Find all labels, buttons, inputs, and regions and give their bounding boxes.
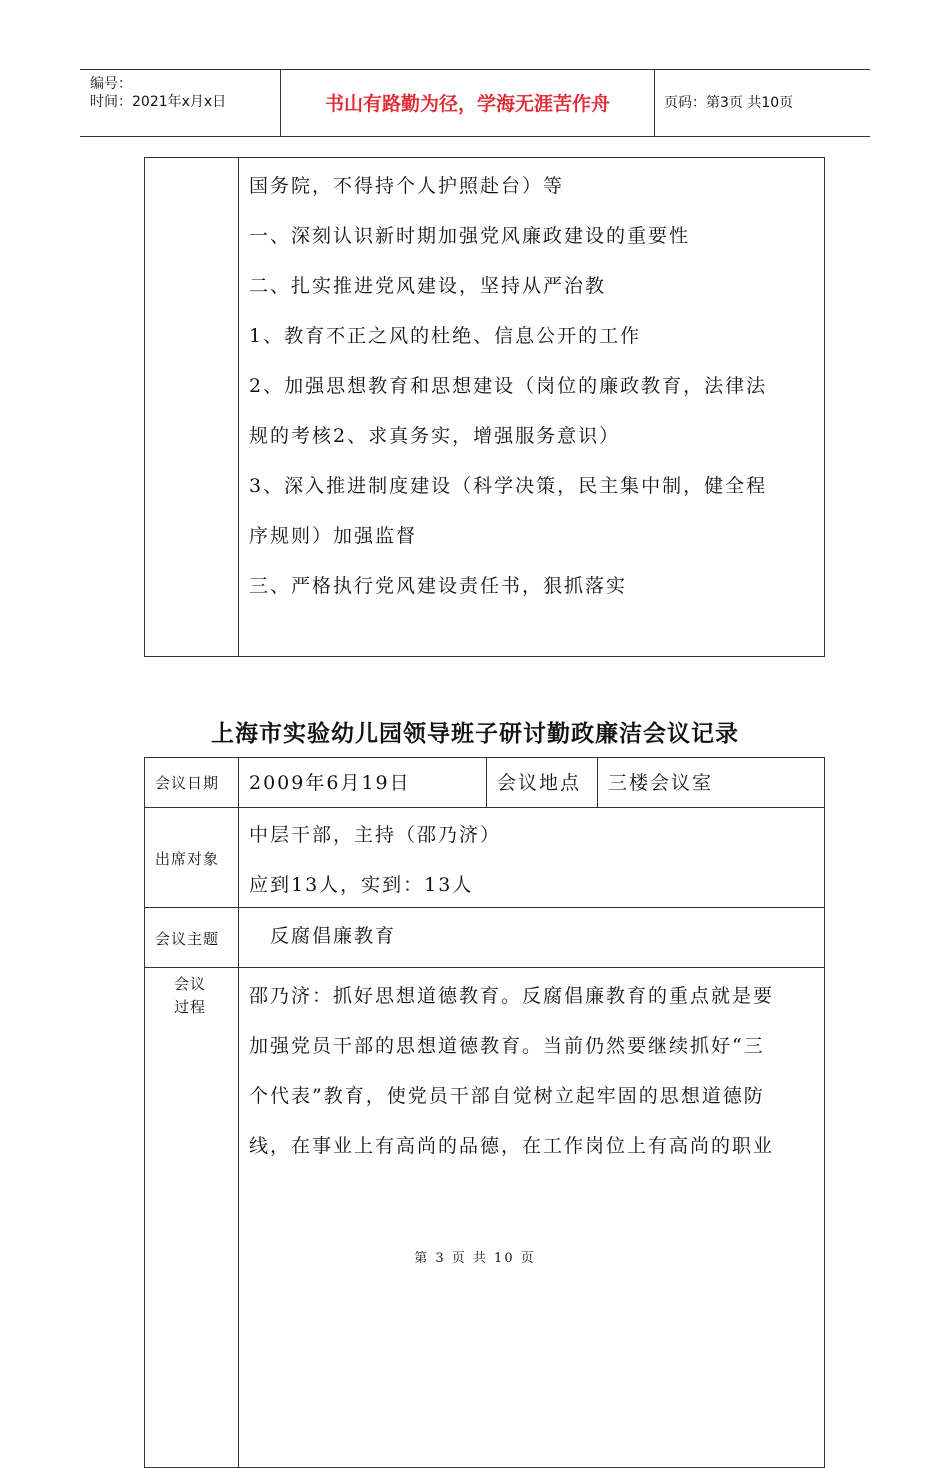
continuation-line: 序规则）加强监督 bbox=[249, 525, 418, 547]
attendees-line: 应到13人，实到：13人 bbox=[249, 874, 474, 896]
continuation-line: 规的考核2、求真务实，增强服务意识） bbox=[249, 425, 621, 447]
attendees-label: 出席对象 bbox=[155, 850, 220, 868]
process-line: 个代表”教育，使党员干部自觉树立起牢固的思想道德防 bbox=[249, 1085, 765, 1107]
header-motto-cell bbox=[280, 70, 655, 136]
record-place-value-divider bbox=[597, 757, 598, 807]
header-motto: 书山有路勤为径，学海无涯苦作舟 bbox=[324, 93, 610, 115]
meeting-process-label: 会议 bbox=[174, 975, 207, 993]
process-line: 加强党员干部的思想道德教育。当前仍然要继续抓好“三 bbox=[249, 1035, 765, 1057]
meeting-process-label: 过程 bbox=[174, 998, 207, 1016]
continuation-line: 一、深刻认识新时期加强党风廉政建设的重要性 bbox=[249, 225, 691, 247]
record-row-divider bbox=[144, 807, 825, 808]
continuation-line: 2、加强思想教育和思想建设（岗位的廉政教育，法律法 bbox=[249, 375, 768, 397]
continuation-line: 二、扎实推进党风建设，坚持从严治教 bbox=[249, 275, 607, 297]
attendees-line: 中层干部，主持（邵乃济） bbox=[249, 824, 502, 846]
meeting-date-label: 会议日期 bbox=[155, 774, 220, 792]
process-line: 线，在事业上有高尚的品德，在工作岗位上有高尚的职业 bbox=[249, 1135, 775, 1157]
meeting-record-table bbox=[144, 757, 825, 1468]
continuation-line: 1、教育不正之风的杜绝、信息公开的工作 bbox=[249, 325, 642, 347]
meeting-place-value: 三楼会议室 bbox=[608, 772, 714, 794]
continuation-line: 三、严格执行党风建设责任书，狠抓落实 bbox=[249, 575, 628, 597]
header-meta-cell bbox=[80, 70, 280, 136]
meeting-place-label: 会议地点 bbox=[497, 772, 582, 794]
meeting-topic-label: 会议主题 bbox=[155, 930, 220, 948]
continuation-table-divider bbox=[238, 157, 239, 657]
header-page-info: 页码：第3页 共10页 bbox=[664, 95, 794, 111]
record-row-divider bbox=[144, 907, 825, 908]
process-line: 邵乃济：抓好思想道德教育。反腐倡廉教育的重点就是要 bbox=[249, 985, 775, 1007]
record-date-place-divider bbox=[486, 757, 487, 807]
page-header bbox=[80, 69, 870, 137]
page-footer: 第 3 页 共 10 页 bbox=[414, 1251, 536, 1266]
meeting-topic-value: 反腐倡廉教育 bbox=[270, 925, 397, 947]
document-time-label: 时间：2021年x月x日 bbox=[90, 94, 227, 110]
continuation-line: 3、深入推进制度建设（科学决策，民主集中制，健全程 bbox=[249, 475, 768, 497]
continuation-line: 国务院，不得持个人护照赴台）等 bbox=[249, 175, 565, 197]
header-page-cell bbox=[654, 70, 870, 136]
meeting-date-value: 2009年6月19日 bbox=[249, 772, 411, 794]
record-label-column-divider bbox=[238, 757, 239, 1468]
record-title: 上海市实验幼儿园领导班子研讨勤政廉洁会议记录 bbox=[211, 721, 739, 747]
document-number-label: 编号： bbox=[90, 76, 132, 92]
record-row-divider bbox=[144, 967, 825, 968]
